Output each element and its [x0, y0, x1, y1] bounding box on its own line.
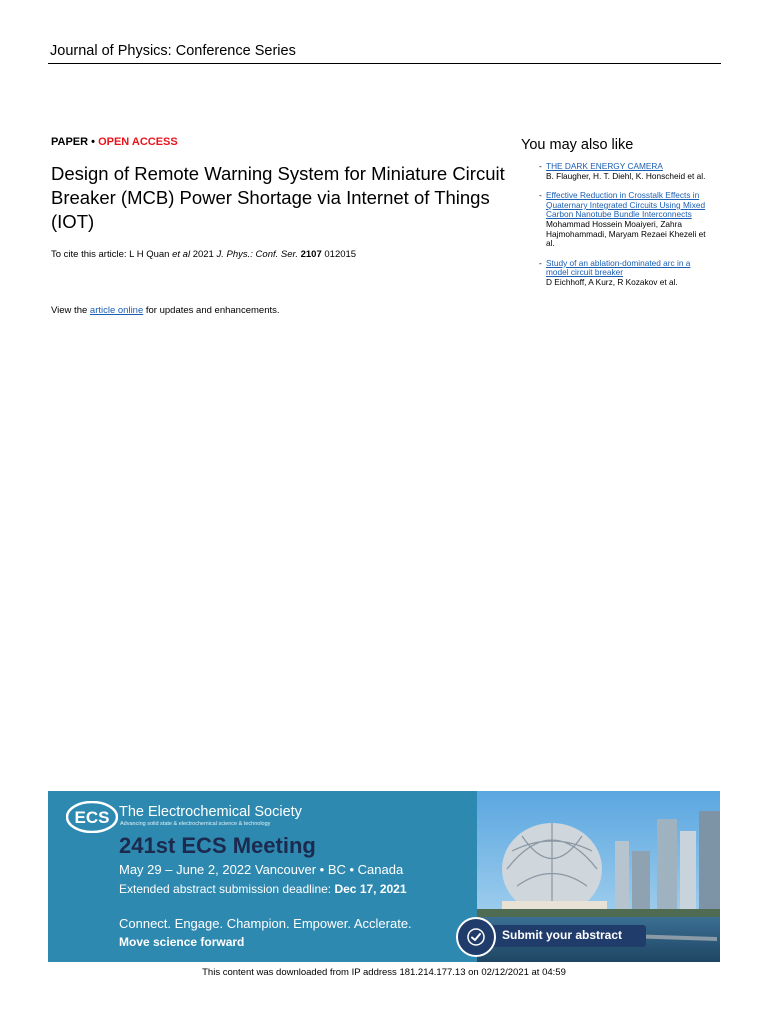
download-note: This content was downloaded from IP address 181.214.177.13 on 02/12/2021 at 04:59 [202, 967, 566, 978]
meeting-dates: May 29 – June 2, 2022 Vancouver • BC • Canada [119, 862, 404, 877]
related-article-link[interactable]: Study of an ablation-dominated arc in a model circuit breaker [546, 257, 691, 278]
cite-etal: et al [172, 249, 191, 260]
related-article-authors: B. Flaugher, H. T. Diehl, K. Honscheid et al. [546, 170, 706, 181]
tag-separator: • [88, 136, 99, 148]
society-tagline: Advancing solid state & electrochemical science & technology [120, 821, 271, 827]
cite-article-number: 012015 [321, 249, 357, 260]
article-title: Design of Remote Warning System for Miniature Circuit Breaker (MCB) Power Shortage via Internet of Things (IOT) [51, 163, 505, 232]
list-dash: - [539, 257, 542, 268]
also-like-item [539, 162, 714, 181]
paper-tag [51, 136, 178, 148]
related-article-authors: D Eichhoff, A Kurz, R Kozakov et al. [546, 276, 678, 287]
submit-button-label: Submit your abstract [502, 928, 623, 942]
cite-prefix: To cite this article: L H Quan [51, 249, 173, 260]
related-article-link[interactable]: Effective Reduction in Crosstalk Effects in Quaternary Integrated Circuits Using Mixed Carbon Nanotube Bundle Interconnects [546, 190, 706, 220]
also-like-heading: You may also like [521, 137, 634, 153]
view-suffix: for updates and enhancements. [143, 305, 280, 316]
list-dash: - [539, 161, 542, 171]
also-like-list [539, 162, 714, 298]
meeting-motto: Move science forward [119, 935, 245, 949]
also-like-item [539, 191, 714, 249]
view-prefix: View the [51, 305, 90, 316]
submit-button-circle [456, 917, 496, 957]
citation-line [51, 249, 356, 260]
checkmark-icon [467, 928, 485, 946]
deadline-date: Dec 17, 2021 [334, 882, 407, 896]
list-dash: - [539, 190, 542, 201]
cite-volume: 2107 [300, 249, 322, 260]
paper-type-label: PAPER [51, 136, 89, 148]
meeting-title: 241st ECS Meeting [119, 833, 316, 858]
submit-abstract-button[interactable] [456, 917, 646, 955]
cite-year: 2021 [190, 249, 217, 260]
related-article-authors: Mohammad Hossein Moaiyeri, Zahra Hajmohammadi, Maryam Rezaei Khezeli et al. [546, 218, 706, 249]
also-like-item [539, 259, 714, 288]
article-online-link[interactable]: article online [89, 305, 144, 316]
ecs-logo-text: ECS [74, 808, 110, 827]
meeting-slogan: Connect. Engage. Champion. Empower. Acclerate. [119, 916, 412, 931]
view-online-line [51, 305, 280, 316]
society-name: The Electrochemical Society [119, 804, 302, 820]
open-access-label: OPEN ACCESS [98, 136, 178, 148]
journal-title: Journal of Physics: Conference Series [50, 43, 296, 59]
deadline-prefix: Extended abstract submission deadline: [119, 882, 335, 896]
ecs-meeting-banner[interactable] [48, 791, 720, 962]
header-rule [48, 63, 721, 64]
submission-deadline [119, 882, 407, 896]
related-article-link[interactable]: THE DARK ENERGY CAMERA [546, 161, 663, 171]
cite-journal: J. Phys.: Conf. Ser. [216, 249, 298, 260]
ecs-logo [66, 801, 118, 833]
